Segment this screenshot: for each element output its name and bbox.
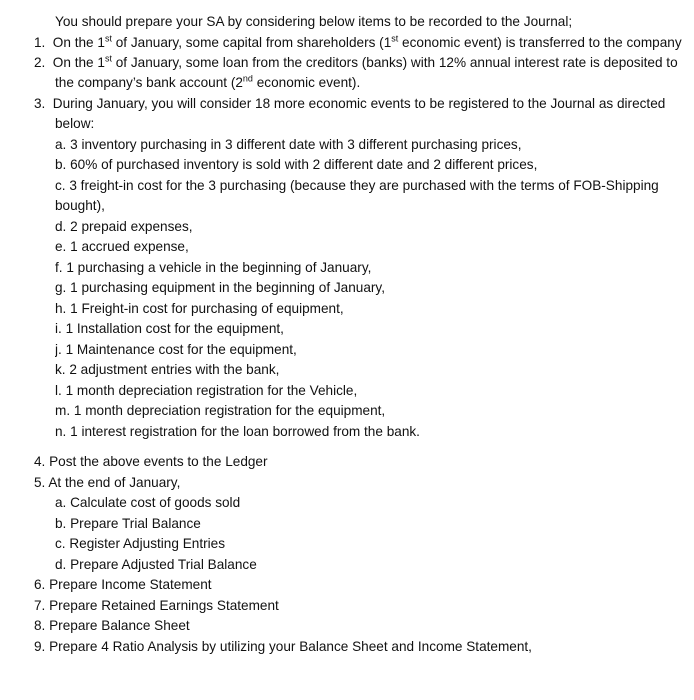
item5-sub-b: b. Prepare Trial Balance: [55, 516, 201, 531]
sub-item-l: l. 1 month depreciation registration for the Vehicle,: [55, 383, 358, 398]
sub-item-g: g. 1 purchasing equipment in the beginning of January,: [55, 280, 385, 295]
list-item-1: 1. On the 1st of January, some capital from shareholders (1st economic event) is transferred to the company: [34, 33, 682, 54]
list-item-3-continuation: below:: [55, 116, 95, 131]
sub-item-b: b. 60% of purchased inventory is sold with 2 different date and 2 different prices,: [55, 157, 538, 172]
list-item-9: 9. Prepare 4 Ratio Analysis by utilizing your Balance Sheet and Income Statement,: [34, 639, 532, 654]
sub-item-a: a. 3 inventory purchasing in 3 different date with 3 different purchasing prices,: [55, 137, 522, 152]
list-item-4: 4. Post the above events to the Ledger: [34, 454, 268, 469]
intro-text: You should prepare your SA by considering below items to be recorded to the Journal;: [55, 14, 573, 29]
sub-item-c-continuation: bought),: [55, 198, 105, 213]
sub-item-m: m. 1 month depreciation registration for the equipment,: [55, 403, 386, 418]
sub-item-n: n. 1 interest registration for the loan borrowed from the bank.: [55, 424, 420, 439]
list-item-5: 5. At the end of January,: [34, 475, 181, 490]
sub-item-j: j. 1 Maintenance cost for the equipment,: [55, 342, 297, 357]
sub-item-e: e. 1 accrued expense,: [55, 239, 189, 254]
sub-item-i: i. 1 Installation cost for the equipment,: [55, 321, 284, 336]
item-number: 2.: [34, 55, 46, 70]
sub-item-k: k. 2 adjustment entries with the bank,: [55, 362, 280, 377]
item-number: 3.: [34, 96, 46, 111]
item5-sub-d: d. Prepare Adjusted Trial Balance: [55, 557, 257, 572]
item5-sub-a: a. Calculate cost of goods sold: [55, 495, 241, 510]
list-item-3: 3. During January, you will consider 18 more economic events to be registered to the Journal as directed: [34, 94, 665, 115]
list-item-8: 8. Prepare Balance Sheet: [34, 618, 190, 633]
list-item-2: 2. On the 1st of January, some loan from the creditors (banks) with 12% annual interest rate is deposited to: [34, 53, 678, 74]
list-item-2-continuation: the company’s bank account (2nd economic event).: [55, 73, 361, 90]
sub-item-c: c. 3 freight-in cost for the 3 purchasing (because they are purchased with the terms of FOB-Shipping: [55, 178, 659, 193]
sub-item-f: f. 1 purchasing a vehicle in the beginning of January,: [55, 260, 372, 275]
sub-item-d: d. 2 prepaid expenses,: [55, 219, 193, 234]
list-item-6: 6. Prepare Income Statement: [34, 577, 212, 592]
item5-sub-c: c. Register Adjusting Entries: [55, 536, 226, 551]
item-number: 1.: [34, 35, 46, 50]
sub-item-h: h. 1 Freight-in cost for purchasing of equipment,: [55, 301, 344, 316]
document-page: [0, 10, 694, 700]
list-item-7: 7. Prepare Retained Earnings Statement: [34, 598, 279, 613]
